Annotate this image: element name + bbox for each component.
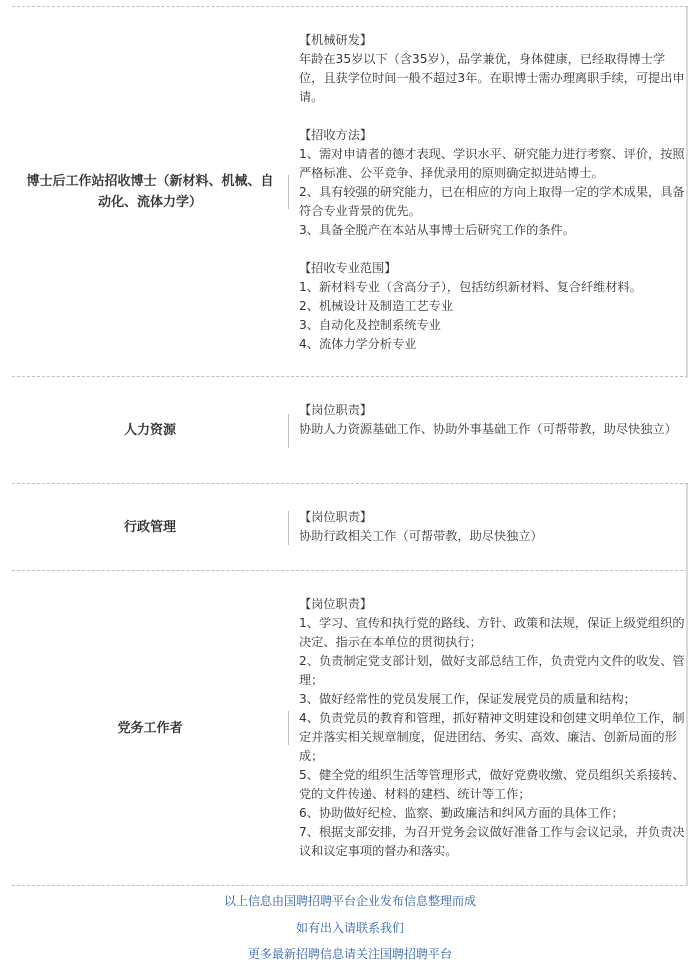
position-description [299,508,686,546]
position-description [299,595,686,861]
description-line: 4、流体力学分析专业 [299,337,417,351]
description-line: 4、负责党员的教育和管理，抓好精神文明建设和创建文明单位工作，制定并落实相关规章制度，促进团结、务实、高效、廉洁、创新局面的形成； [299,711,685,763]
description-line: 年龄在35岁以下（含35岁），品学兼优，身体健康，已经取得博士学位，且获学位时间一般不超过3年。在职博士需办理离职手续，可提出申请。 [299,52,685,104]
description-line: 3、自动化及控制系统专业 [299,318,441,332]
description-line: 2、机械设计及制造工艺专业 [299,299,454,313]
table-row [12,571,688,886]
cell-divider [288,711,289,745]
description-line: 【机械研发】 [299,33,373,47]
description-line: 3、做好经常性的党员发展工作，保证发展党员的质量和结构； [299,692,636,706]
position-description [299,31,686,354]
description-line: 7、根据支部安排，为召开党务会议做好准备工作与会议记录，并负责决议和议定事项的督办和落实。 [299,825,685,858]
cell-divider [288,175,289,209]
description-line: 协助人力资源基础工作、协助外事基础工作（可帮带教，助尽快独立） [299,422,677,436]
row-edge [686,571,688,886]
cell-divider [288,414,289,448]
description-line: 1、学习、宣传和执行党的路线、方针、政策和法规，保证上级党组织的决定、指示在本单位的贯彻执行； [299,616,685,649]
description-line: 【岗位职责】 [299,510,373,524]
description-line: 2、具有较强的研究能力，已在相应的方向上取得一定的学术成果，具备符合专业背景的优先。 [299,185,685,218]
description-line: 【招收专业范围】 [299,261,397,275]
job-table [12,0,688,886]
table-row [12,6,688,377]
description-line: 协助行政相关工作（可帮带教，助尽快独立） [299,529,543,543]
description-line: 3、具备全脱产在本站从事博士后研究工作的条件。 [299,223,575,237]
description-line: 【招收方法】 [299,128,373,142]
table-row [12,377,688,484]
cell-divider [288,511,289,545]
position-title: 党务工作者 [117,720,183,736]
footer-note-follow[interactable]: 更多最新招聘信息请关注国聘招聘平台 [247,947,452,961]
position-title: 人力资源 [123,422,176,438]
description-line: 5、健全党的组织生活等管理形式，做好党费收缴、党员组织关系接转、党的文件传递、材料的建档、统计等工作； [299,768,685,801]
footer-note-contact[interactable]: 如有出入请联系我们 [295,921,404,935]
description-line: 【岗位职责】 [299,597,373,611]
description-line: 【岗位职责】 [299,403,373,417]
description-line: 1、新材料专业（含高分子），包括纺织新材料、复合纤维材料。 [299,280,642,294]
row-edge [686,484,688,571]
description-line: 1、需对申请者的德才表现、学识水平、研究能力进行考察、评价，按照严格标准、公平竞争、择优录用的原则确定拟进站博士。 [299,147,685,180]
row-edge [686,7,688,378]
description-line: 2、负责制定党支部计划，做好支部总结工作，负责党内文件的收发、管理； [299,654,685,687]
position-description [299,401,686,439]
footer-note-source[interactable]: 以上信息由国聘招聘平台企业发布信息整理而成 [223,894,476,908]
table-row [12,484,688,571]
position-title: 博士后工作站招收博士（新材料、机械、自动化、流体力学） [26,173,274,210]
description-line: 6、协助做好纪检、监察、勤政廉洁和纠风方面的具体工作； [299,806,624,820]
position-title: 行政管理 [123,519,176,535]
